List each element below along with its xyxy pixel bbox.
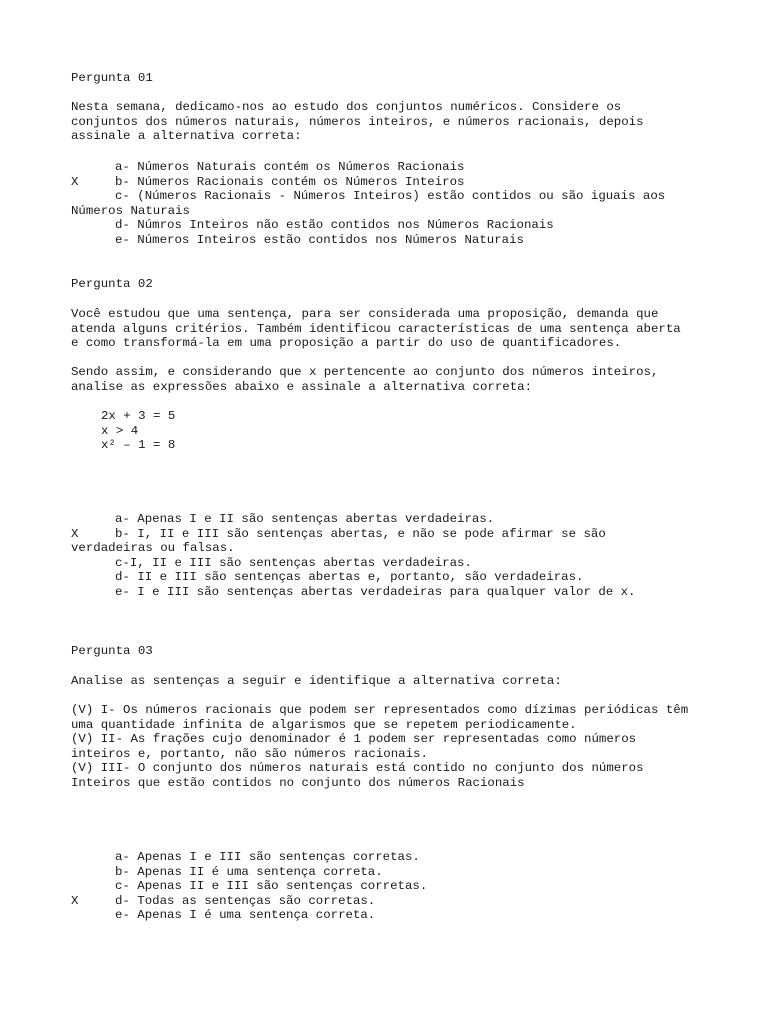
option-b: X b- I, II e III são sentenças abertas, e não se pode afirmar se são [71,526,606,541]
statement-line: (V) III- O conjunto dos números naturais está contido no conjunto dos números [71,761,644,776]
option-c: c- (Números Racionais - Números Inteiros) estão contidos ou são iguais aos [115,189,666,204]
prompt-line: Sendo assim, e considerando que x pertencente ao conjunto dos números inteiros, [71,365,659,379]
prompt-line: Nesta semana, dedicamo-nos ao estudo dos conjuntos numéricos. Considere os [71,100,622,114]
question-2-prompt-2 [71,365,711,394]
prompt-line: e como transformá-la em uma proposição a partir do uso de quantificadores. [71,336,622,351]
option-e: e- Apenas I é uma sentença correta. [115,908,376,923]
question-3 [71,644,711,659]
statement-line: uma quantidade infinita de algarismos que se repetem periodicamente. [71,717,577,732]
option-a: a- Números Naturais contém os Números Racionais [115,160,465,174]
statement-line: (V) I- Os números racionais que podem ser representados como dízimas periódicas têm [71,703,689,717]
prompt-line: Analise as sentenças a seguir e identifique a alternativa correta: [71,674,562,688]
question-1-options [71,160,711,248]
question-2-expressions [71,409,711,453]
expression-1: 2x + 3 = 5 [101,409,176,423]
answer-mark: X [71,526,79,541]
prompt-line: analise as expressões abaixo e assinale a alternativa correta: [71,379,533,394]
statement-line: inteiros e, portanto, não são números racionais. [71,746,428,761]
prompt-line: conjuntos dos números naturais, números inteiros, e números racionais, depois [71,114,644,129]
option-b-continued: verdadeiras ou falsas. [71,541,235,556]
statement-line: Inteiros que estão contidos no conjunto dos números Racionais [71,775,525,790]
option-d: d- II e III são sentenças abertas e, portanto, são verdadeiras. [115,570,584,585]
question-3-options [71,850,711,923]
question-3-statements [71,703,711,791]
question-3-prompt [71,674,711,689]
option-e: e- I e III são sentenças abertas verdadeiras para qualquer valor de x. [115,584,636,599]
option-c: c- Apenas II e III são sentenças corretas. [115,879,428,894]
option-d: X d- Todas as sentenças são corretas. [71,893,376,908]
option-d: d- Númros Inteiros não estão contidos nos Números Racionais [115,218,554,233]
option-c-continued: Números Naturais [71,203,190,218]
question-2-options [71,512,711,600]
option-a: a- Apenas I e II são sentenças abertas verdadeiras. [115,512,495,526]
prompt-line: Você estudou que uma sentença, para ser considerada uma proposição, demanda que [71,307,659,321]
statement-line: (V) II- As frações cujo denominador é 1 podem ser representadas como números [71,732,637,747]
prompt-line: atenda alguns critérios. Também identificou características de uma sentença aberta [71,321,681,336]
answer-mark: X [71,174,79,189]
expression-3: x² – 1 = 8 [101,438,176,453]
expression-2: x > 4 [101,423,139,438]
question-1-prompt [71,100,711,144]
question-2 [71,277,711,292]
question-2-title: Pergunta 02 [71,277,153,291]
prompt-line: assinale a alternativa correta: [71,129,302,144]
question-3-title: Pergunta 03 [71,644,153,658]
question-1 [71,71,711,86]
option-a: a- Apenas I e III são sentenças corretas. [115,850,420,864]
option-b: X b- Números Racionais contém os Números Inteiros [71,174,465,189]
option-c: c-I, II e III são sentenças abertas verdadeiras. [115,555,472,570]
question-2-prompt [71,307,711,351]
answer-mark: X [71,893,79,908]
question-1-title: Pergunta 01 [71,71,153,85]
option-e: e- Números Inteiros estão contidos nos Números Naturais [115,232,524,247]
option-b: b- Apenas II é uma sentença correta. [115,864,383,879]
